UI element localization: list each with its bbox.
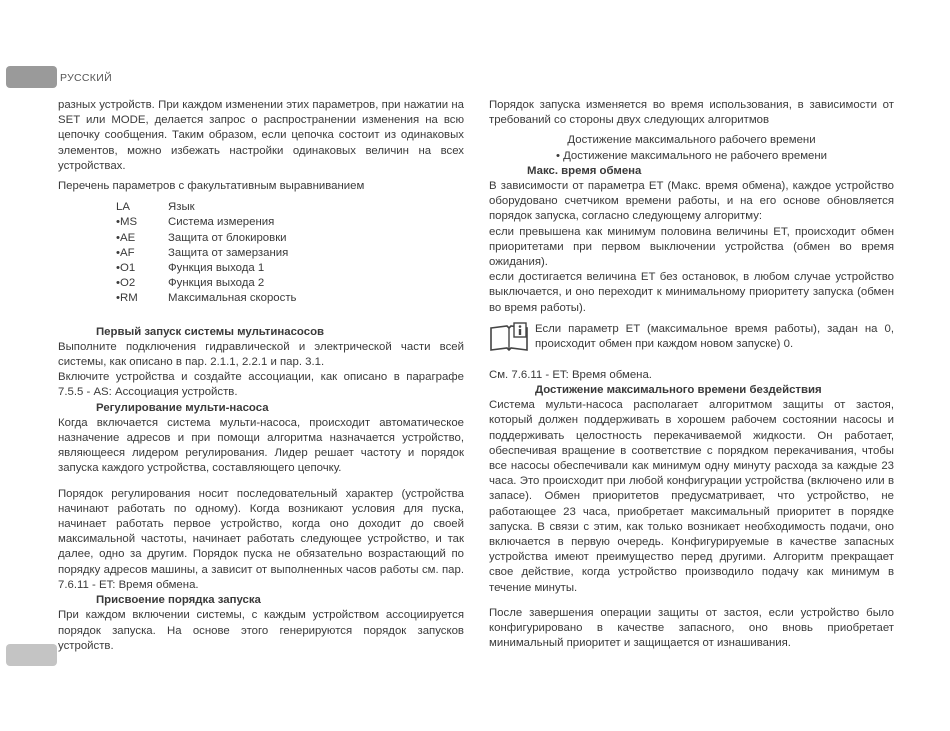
section-heading: Присвоение порядка запуска bbox=[96, 594, 261, 607]
param-desc: Максимальная скорость bbox=[168, 292, 297, 305]
section-heading: Достижение максимального времени бездействия bbox=[535, 384, 822, 397]
left-column bbox=[58, 98, 464, 654]
paragraph: Включите устройства и создайте ассоциации, как описано в параграфе 7.5.5 - AS: Ассоциация устройств. bbox=[58, 371, 464, 399]
right-column bbox=[489, 98, 894, 652]
param-desc: Функция выхода 2 bbox=[168, 277, 265, 290]
param-code: LA bbox=[116, 201, 130, 214]
paragraph: Выполните подключения гидравлической и электрической части всей системы, как описано в пар. 2.1.1, 2.2.1 и пар. 3.1. bbox=[58, 340, 464, 369]
paragraph: См. 7.6.11 - ET: Время обмена. bbox=[489, 368, 652, 381]
section-heading: Регулирование мульти-насоса bbox=[96, 401, 269, 414]
paragraph: После завершения операции защиты от застоя, если устройство было конфигурировано в качестве запасного, оно вновь приобретает минимальный приоритет и защищается от изнашивания. bbox=[489, 606, 894, 650]
language-label: РУССКИЙ bbox=[60, 72, 112, 84]
param-code: •O1 bbox=[116, 262, 136, 275]
parameter-list bbox=[58, 200, 464, 306]
section-heading: Первый запуск системы мультинасосов bbox=[96, 325, 325, 338]
param-code: •AF bbox=[116, 246, 135, 259]
list-item bbox=[58, 291, 464, 306]
list-item bbox=[58, 261, 464, 276]
algorithm-item: • Достижение максимального не рабочего времени bbox=[555, 149, 828, 162]
param-code: •O2 bbox=[116, 277, 136, 290]
param-desc: Система измерения bbox=[168, 216, 275, 229]
param-code: •RM bbox=[116, 292, 138, 305]
paragraph: разных устройств. При каждом изменении этих параметров, при нажатии на SET или MODE, делается запрос о распространении изменения на всю цепочку сообщения. Таким образом, если цепочка состоит из одинаковых элементов, можно избежать настройки одинаковых величин на всех устройствах. bbox=[58, 99, 464, 172]
list-item bbox=[58, 246, 464, 261]
list-item bbox=[58, 200, 464, 215]
paragraph: Когда включается система мульти-насоса, происходит автоматическое назначение адресов и при помощи алгоритма назначается устройство, являющееся лидером регулирования. Лидер решает частоту и порядок запуска каждого устройства, составляющего цепочку. bbox=[58, 416, 464, 475]
param-code: •MS bbox=[116, 216, 138, 229]
list-item bbox=[58, 231, 464, 246]
param-desc: Защита от замерзания bbox=[168, 246, 289, 259]
book-info-icon bbox=[489, 322, 529, 354]
paragraph: Система мульти-насоса располагает алгоритмом защиты от застоя, который должен поддерживать в хорошем рабочем состоянии насосы и поддерживать целостность перекачиваемой жидкости. Он работает, обеспечивая вращение в соответствие с порядком перекачивания, чтобы все насосы обеспечивали как минимум одну минуту расхода за каждые 23 часа. Это происходит при любой конфигурации устройства (включено или в запасе). Обмен приоритетов предусматривает, что устройство, не работающее 23 часа, приобретает максимальный приоритет в порядке запуска. В связи с этим, как только возникает необходимость подачи, оно включается в первую очередь. Конфигурируемые в качестве запасных устройства имеют преимущество перед другими. Алгоритм прекращает свое действие, когда устройство производило подачу как минимум в течение минуты. bbox=[489, 399, 894, 594]
algorithm-item: Достижение максимального рабочего времени bbox=[567, 134, 816, 147]
paragraph: если достигается величина ET без остановок, в любом случае устройство выключается, и оно переходит к минимальному приоритету запуска (обмен во время работы). bbox=[489, 271, 894, 314]
paragraph: Порядок регулирования носит последовательный характер (устройства начинают работать по одному). Когда возникают условия для пуска, начинает работать первое устройство, когда оно доходит до своей максимальной частоты, начинает работать следующее устройство, и так далее, одно за другим. Порядок пуска не обязательно возрастающий по порядку адресов машины, а зависит от выполненных часов работы см. пар. 7.6.11 - ET: Время обмена. bbox=[58, 487, 464, 591]
paragraph: если превышена как минимум половина величины ET, происходит обмен приоритетами при первом выключении устройства (обмен во время ожидания). bbox=[489, 225, 894, 269]
section-heading: Макс. время обмена bbox=[527, 164, 642, 177]
param-desc: Защита от блокировки bbox=[168, 231, 287, 244]
paragraph: Порядок запуска изменяется во время использования, в зависимости от требований со стороны двух следующих алгоритмов bbox=[489, 99, 894, 127]
page-tab-top bbox=[6, 66, 57, 88]
list-item bbox=[58, 215, 464, 230]
page-tab-bottom bbox=[6, 644, 57, 666]
note-text: Если параметр ET (максимальное время работы), задан на 0, происходит обмен при каждом новом запуске) 0. bbox=[535, 322, 894, 351]
param-code: •AE bbox=[116, 231, 136, 244]
list-item bbox=[58, 276, 464, 291]
paragraph: Перечень параметров с факультативным выравниванием bbox=[58, 180, 365, 193]
paragraph: При каждом включении системы, с каждым устройством ассоциируется порядок запуска. На основе этого генерируются порядок запусков устройств. bbox=[58, 609, 464, 652]
param-desc: Язык bbox=[168, 201, 195, 214]
info-note bbox=[489, 322, 894, 354]
param-desc: Функция выхода 1 bbox=[168, 262, 265, 275]
paragraph: В зависимости от параметра ET (Макс. время обмена), каждое устройство оборудовано счетчиком времени работы, и на его основе обновляется порядок запуска, согласно следующему алгоритму: bbox=[489, 180, 894, 223]
